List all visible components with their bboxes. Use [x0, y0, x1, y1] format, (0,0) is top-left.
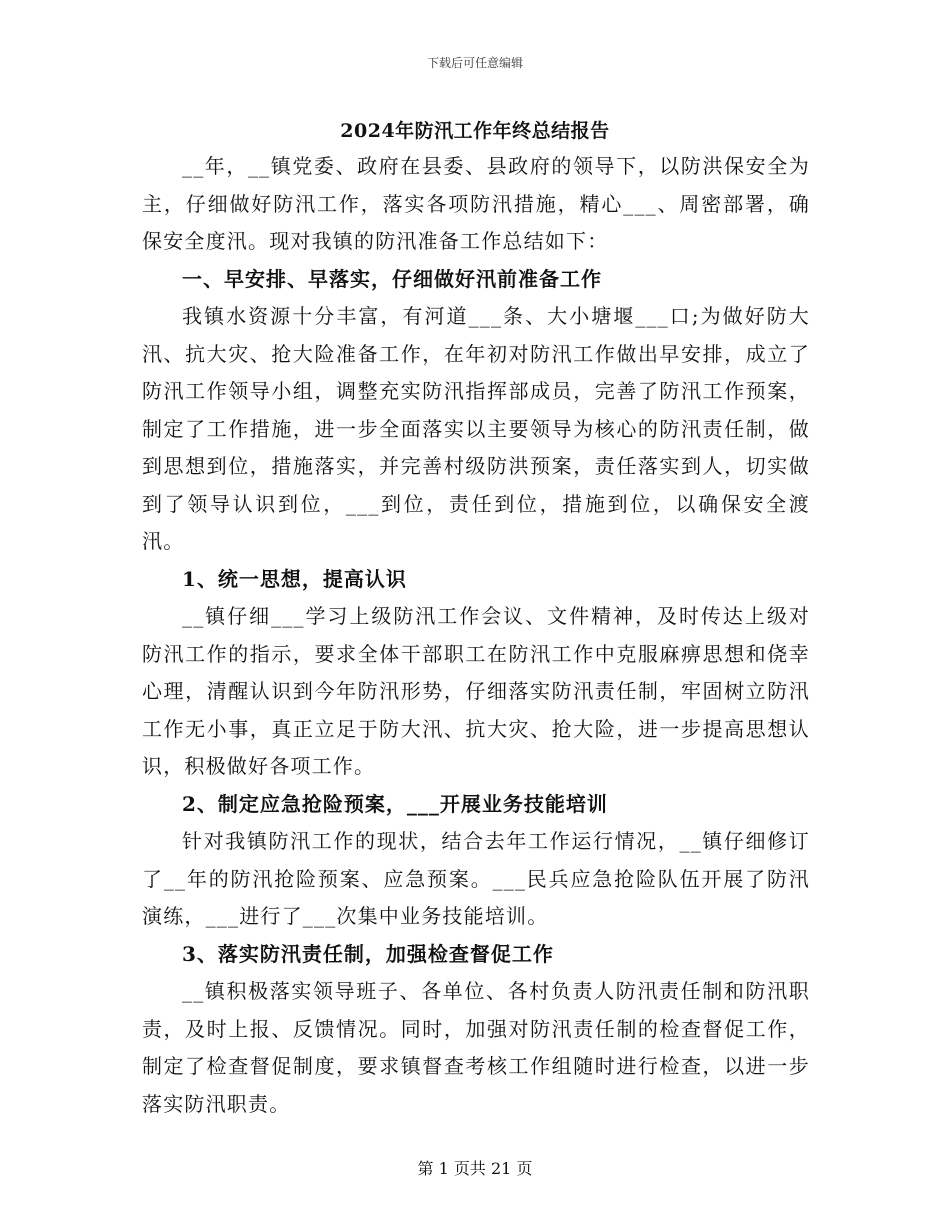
subsection-1-heading: 1、统一思想，提高认识 [182, 566, 407, 591]
intro-paragraph: __年，__镇党委、政府在县委、县政府的领导下，以防洪保安全为主，仔细做好防汛工作，落实各项防汛措施，精心___、周密部署，确保安全度汛。现对我镇的防汛准备工作总结如下： [142, 154, 810, 253]
subsection-2-paragraph: 针对我镇防汛工作的现状，结合去年工作运行情况，__镇仔细修订了__年的防汛抢险预案、应急预案。___民兵应急抢险队伍开展了防汛演练，___进行了___次集中业务技能培训。 [142, 829, 810, 928]
page-number: 第 1 页共 21 页 [417, 1159, 533, 1178]
section-1-paragraph: 我镇水资源十分丰富，有河道___条、大小塘堰___口;为做好防大汛、抗大灾、抢大险准备工作，在年初对防汛工作做出早安排，成立了防汛工作领导小组，调整充实防汛指挥部成员，完善了防汛工作预案，制定了工作措施，进一步全面落实以主要领导为核心的防汛责任制，做到思想到位，措施落实，并完善村级防洪预案，责任落实到人，切实做到了领导认识到位，___到位，责任到位，措施到位，以确保安全渡汛。 [142, 304, 810, 553]
subsection-2-heading: 2、制定应急抢险预案，___开展业务技能培训 [182, 791, 608, 816]
section-1-heading: 一、早安排、早落实，仔细做好汛前准备工作 [182, 266, 602, 291]
subsection-1-paragraph: __镇仔细___学习上级防汛工作会议、文件精神，及时传达上级对防汛工作的指示，要求全体干部职工在防汛工作中克服麻痹思想和侥幸心理，清醒认识到今年防汛形势，仔细落实防汛责任制，牢固树立防汛工作无小事，真正立足于防大汛、抗大灾、抢大险，进一步提高思想认识，积极做好各项工作。 [142, 604, 810, 778]
subsection-3-paragraph: __镇积极落实领导班子、各单位、各村负责人防汛责任制和防汛职责，及时上报、反馈情况。同时，加强对防汛责任制的检查督促工作，制定了检查督促制度，要求镇督查考核工作组随时进行检查，以进一步落实防汛职责。 [142, 979, 810, 1116]
header-note: 下载后可任意编辑 [426, 56, 523, 70]
subsection-3-heading: 3、落实防汛责任制，加强检查督促工作 [182, 941, 554, 966]
document-body [142, 148, 810, 1123]
document-title: 2024年防汛工作年终总结报告 [340, 120, 610, 142]
